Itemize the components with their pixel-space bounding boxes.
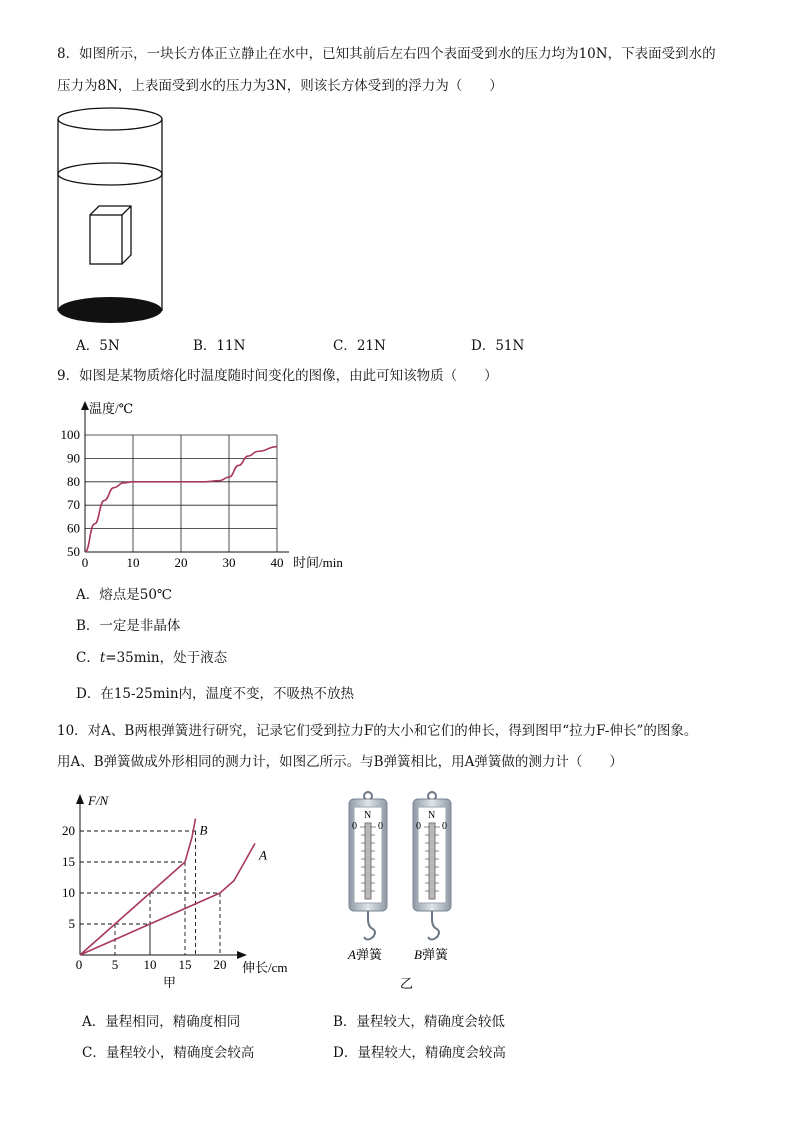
q9-option-d: D．在15-25min内，温度不变，不吸热不放热 xyxy=(76,686,355,702)
y-tick-label: 15 xyxy=(62,854,75,869)
spring-line-a xyxy=(80,843,255,955)
q9-option-b: B．一定是非晶体 xyxy=(76,618,181,634)
x-tick-label: 0 xyxy=(75,957,83,972)
hook-icon xyxy=(428,919,439,940)
spring-balances-figure xyxy=(340,785,470,995)
x-tick-label: 5 xyxy=(111,957,119,972)
y-tick-label: 80 xyxy=(67,473,80,489)
q8-stem-line2: 压力为8N，上表面受到水的压力为3N，则该长方体受到的浮力为（ ） xyxy=(57,78,503,94)
y-tick-label: 90 xyxy=(67,450,80,466)
q8-option-a: A．5N xyxy=(76,338,120,354)
q10-option-a: A．量程相同，精确度相同 xyxy=(82,1014,241,1030)
scale-unit: N xyxy=(428,810,436,821)
scale-unit: N xyxy=(364,810,372,821)
x-tick-label: 10 xyxy=(143,957,157,972)
x-tick-label: 20 xyxy=(174,555,188,570)
y-tick-label: 100 xyxy=(60,427,80,442)
q10-option-b: B．量程较大，精确度会较低 xyxy=(333,1014,505,1030)
y-tick-label: 50 xyxy=(67,544,80,559)
x-axis-label: 时间/min xyxy=(293,555,343,570)
q8-option-b: B．11N xyxy=(193,338,246,354)
zero-right: 0 xyxy=(378,821,383,832)
y-tick-label: 5 xyxy=(68,916,75,931)
spring-lines xyxy=(80,819,255,955)
zero-left: 0 xyxy=(416,821,421,832)
y-tick-label: 20 xyxy=(62,823,75,838)
x-axis-label: 伸长/cm xyxy=(242,960,288,975)
zero-left: 0 xyxy=(352,821,357,832)
q8-container-figure xyxy=(52,104,172,329)
y-tick-labels xyxy=(62,823,75,931)
y-tick-label: 70 xyxy=(67,497,80,513)
q8-option-d: D．51N xyxy=(471,338,525,354)
q10-option-d: D．量程较大，精确度会较高 xyxy=(333,1045,506,1061)
q10-stem-line1: 10．对A、B两根弹簧进行研究，记录它们受到拉力F的大小和它们的伸长，得到图甲“拉力F-伸长”的图象。 xyxy=(57,723,698,739)
series-labels xyxy=(200,823,268,863)
y-tick-label: 10 xyxy=(62,885,75,900)
chart-axes xyxy=(81,401,289,552)
chart-caption-jia: 甲 xyxy=(163,975,177,990)
chart-axes xyxy=(76,794,247,959)
spring-balance-a xyxy=(349,792,387,940)
label-a-spring: A弹簧 xyxy=(348,947,382,962)
x-tick-labels xyxy=(82,555,284,570)
q9-option-c-rest: =35min，处于液态 xyxy=(105,650,228,666)
y-axis-arrow-icon xyxy=(81,401,89,410)
x-axis-arrow-icon xyxy=(237,951,247,959)
x-tick-label: 20 xyxy=(213,957,227,972)
q9-option-c: C．t=35min，处于液态 xyxy=(76,650,228,666)
cylinder-bottom xyxy=(58,297,162,323)
zero-right: 0 xyxy=(442,821,447,832)
y-tick-labels xyxy=(61,427,81,559)
hook-icon xyxy=(364,919,375,940)
q8-option-c: C．21N xyxy=(333,338,386,354)
cuboid-block xyxy=(90,206,131,264)
x-tick-label: 0 xyxy=(81,555,89,570)
q10-option-c: C．量程较小，精确度会较高 xyxy=(82,1045,255,1061)
melting-chart xyxy=(55,395,365,575)
y-axis-arrow-icon xyxy=(76,794,84,804)
x-tick-label: 10 xyxy=(126,555,140,570)
spring-line-b xyxy=(80,819,196,955)
figure-caption-yi: 乙 xyxy=(400,976,414,991)
x-tick-labels xyxy=(76,957,227,972)
q9-option-a: A．熔点是50℃ xyxy=(76,587,173,603)
x-tick-label: 30 xyxy=(222,555,236,570)
spring-balance-b xyxy=(413,792,451,940)
y-axis-label: F/N xyxy=(88,793,109,808)
q10-stem-line2: 用A、B弹簧做成外形相同的测力计，如图乙所示。与B弹簧相比，用A弹簧做的测力计（ ） xyxy=(57,754,623,770)
y-tick-label: 60 xyxy=(67,520,80,536)
series-label-b: B xyxy=(199,822,208,838)
spring-force-chart xyxy=(55,785,340,995)
water-surface xyxy=(58,163,162,185)
x-tick-label: 40 xyxy=(270,555,284,570)
y-axis-label: 温度/℃ xyxy=(89,401,134,416)
series-label-a: A xyxy=(259,847,267,863)
q9-option-c-var: t xyxy=(99,650,106,666)
chart-grid xyxy=(85,435,277,552)
q9-stem: 9．如图是某物质熔化时温度随时间变化的图像，由此可知该物质（ ） xyxy=(57,368,498,384)
cylinder-top-rim xyxy=(58,108,162,130)
q8-stem-line1: 8．如图所示，一块长方体正立静止在水中，已知其前后左右四个表面受到水的压力均为10N，下表面受到水的 xyxy=(57,46,716,62)
label-b-spring: B弹簧 xyxy=(414,947,448,962)
x-tick-label: 15 xyxy=(178,957,192,972)
